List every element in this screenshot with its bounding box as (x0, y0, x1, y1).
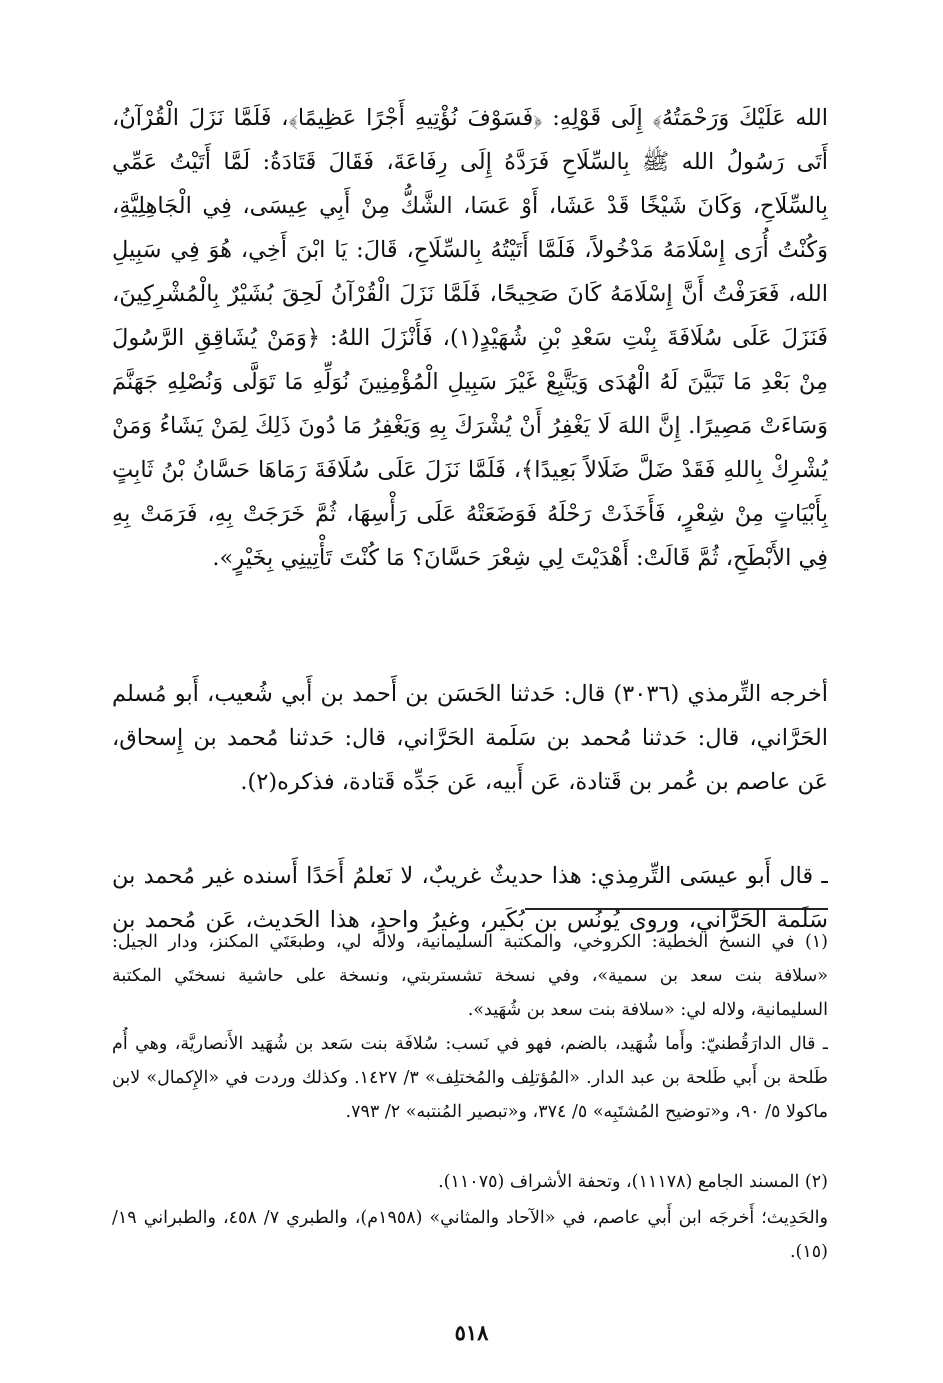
page-number: ٥١٨ (454, 1320, 489, 1345)
footnote-2-continuation: والحَدِيث؛ أَخرجَه ابن أَبي عاصم، في «الآحاد والمثاني» (١٩٥٨م)، والطبري ٧/ ٤٥٨، والطبراني ١٩/ (١٥). (112, 1208, 828, 1262)
main-text-block (112, 96, 828, 944)
footnote-1-text: (١) في النسخ الخطية: الكروخي، والمكتبة السليمانية، ولاله لي، وطبعَتَي المكنز، ودار الجيل: «سلافة بنت سعد بن سمية»، وفي نسخة تشستربتي، ونسخة على حاشية نسختَي المكتبة السليمانية، ولاله لي: «سلافة بنت سعد بن شُهَيد». (112, 932, 828, 1020)
hadith-paragraph: الله عَلَيْكَ وَرَحْمَتُهُ﴾ إِلَى قَوْلِهِ: ﴿فَسَوْفَ نُؤْتِيهِ أَجْرًا عَظِيمًا﴾، فَلَمَّا نَزَلَ الْقُرْآنُ، أَتَى رَسُولُ الله ﷺ بِالسِّلَاحِ فَرَدَّهُ إِلَى رِفَاعَةَ، فَقَالَ قَتَادَةُ: لَمَّا أَتَيْتُ عَمِّي بِالسِّلَاحِ، وَكَانَ شَيْخًا قَدْ عَشَا، أَوْ عَسَا، الشَّكُّ مِنْ أَبِي عِيسَى، فِي الْجَاهِلِيَّةِ، وَكُنْتُ أُرَى إِسْلَامَهُ مَدْخُولاً، فَلَمَّا أَتَيْتُهُ بِالسِّلَاحِ، قَالَ: يَا ابْنَ أَخِي، هُوَ فِي سَبِيلِ الله، فَعَرَفْتُ أَنَّ إِسْلَامَهُ كَانَ صَحِيحًا، فَلَمَّا نَزَلَ الْقُرْآنُ لَحِقَ بُشَيْرٌ بِالْمُشْرِكِينَ، فَنَزَلَ عَلَى سُلَافَةَ بِنْتِ سَعْدِ بْنِ شُهَيْدٍ(١)، فَأَنْزَلَ اللهُ: ﴿وَمَنْ يُشَاقِقِ الرَّسُولَ مِنْ بَعْدِ مَا تَبَيَّنَ لَهُ الْهُدَى وَيَتَّبِعْ غَيْرَ سَبِيلِ الْمُؤْمِنِينَ نُوَلِّهِ مَا تَوَلَّى وَنُصْلِهِ جَهَنَّمَ وَسَاءَتْ مَصِيرًا. إِنَّ اللهَ لَا يَغْفِرُ أَنْ يُشْرَكَ بِهِ وَيَغْفِرُ مَا دُونَ ذَلِكَ لِمَنْ يَشَاءُ وَمَنْ يُشْرِكْ بِاللهِ فَقَدْ ضَلَّ ضَلَالاً بَعِيدًا﴾، فَلَمَّا نَزَلَ عَلَى سُلَافَةَ رَمَاهَا حَسَّانُ بْنُ ثَابِتٍ بِأَبْيَاتٍ مِنْ شِعْرٍ، فَأَخَذَتْ رَحْلَهُ فَوَضَعَتْهُ عَلَى رَأْسِهَا، ثُمَّ خَرَجَتْ بِهِ، فَرَمَتْ بِهِ فِي الأَبْطَحِ، ثُمَّ قَالَتْ: أَهْدَيْتَ لِي شِعْرَ حَسَّانَ؟ مَا كُنْتَ تَأْتِينِي بِخَيْرٍ». (112, 105, 828, 571)
footnotes-block (112, 925, 828, 1269)
takhrij-paragraph: أخرجه التِّرمذي (٣٠٣٦) قال: حَدثنا الحَسَن بن أَحمد بن أَبي شُعيب، أَبو مُسلم الحَرَّاني، قال: حَدثنا مُحمد بن سَلَمة الحَرَّاني، قال: حَدثنا مُحمد بن إِسحاق، عَن عاصم بن عُمر بن قَتادة، عَن أَبيه، عَن جَدِّه قَتادة، فذكره(٢). (112, 681, 828, 795)
footnote-2-text: (٢) المسند الجامع (١١١٧٨)، وتحفة الأشراف (١١٠٧٥). (438, 1172, 828, 1192)
footnote-separator (525, 908, 828, 910)
footnote-1-continuation: ـ قال الدارَقُطنيّ: وأَما شُهَيد، بالضم، فهو في نَسب: سُلافَة بنت سَعد بن شُهَيد الأَنصاريَّة، وهي أُم طَلحة بن أَبي طَلحة بن عبد الدار. «المُؤتلِف والمُختلِف» ٣/ ١٤٢٧. وكذلك وردت في «الإِكمال» لابن ماكولا ٥/ ٩٠، و«توضيح المُشتَبِه» ٥/ ٣٧٤، و«تبصير المُنتبه» ٢/ ٧٩٣. (112, 1034, 828, 1122)
tirmidhi-comment-paragraph: ـ قال أَبو عيسَى التِّرمِذي: هذا حديثٌ غريبٌ، لا نَعلمُ أَحَدًا أَسنده غير مُحمد بن سَلَمة الحَرَّاني، وروى يُونُس بن بُكَير، وغيرُ واحدٍ، هذا الحَديث، عَن مُحمد بن (112, 863, 828, 933)
